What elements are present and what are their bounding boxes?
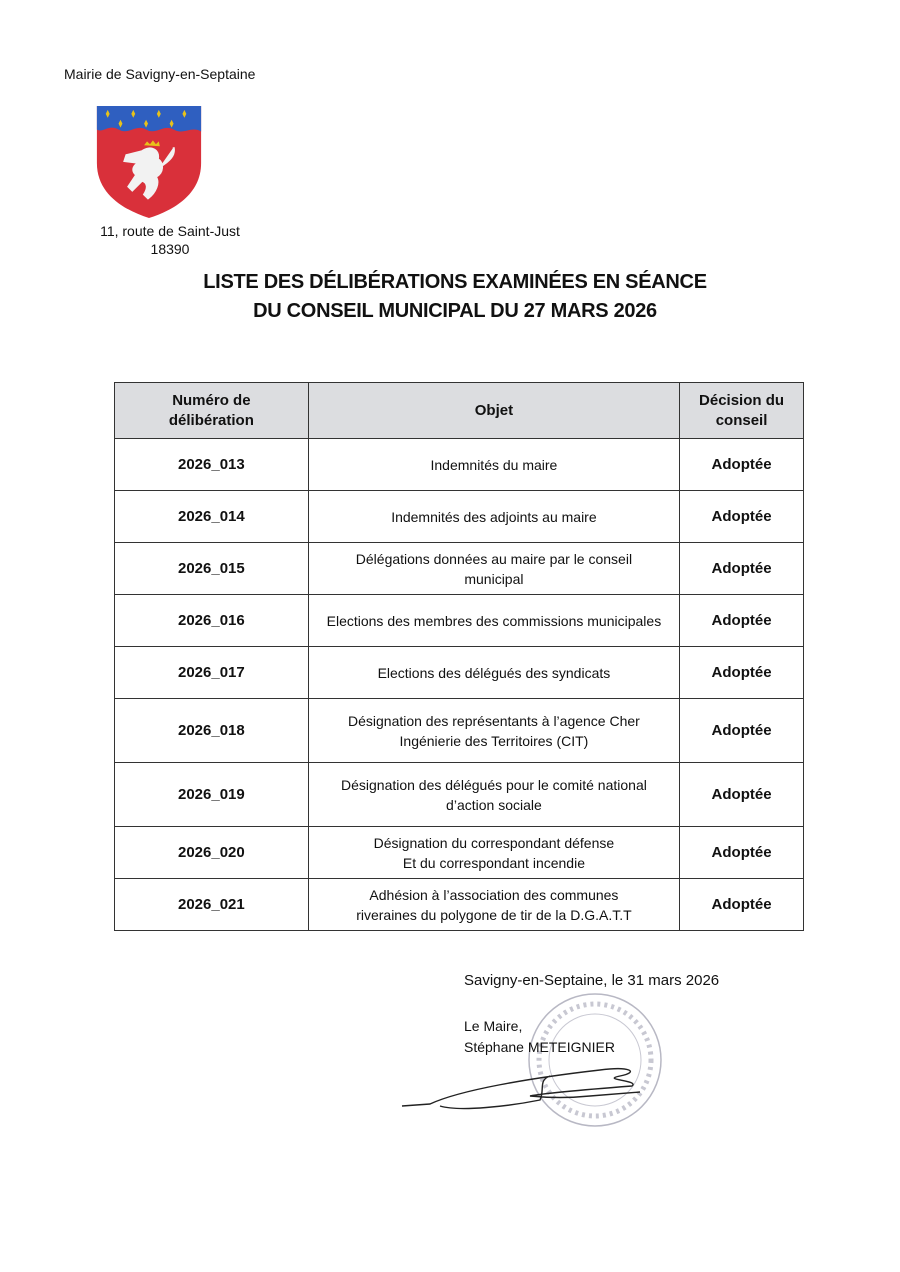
signatory-name: Stéphane METEIGNIER: [464, 1039, 615, 1055]
mairie-name: Mairie de Savigny-en-Septaine: [64, 66, 256, 82]
signatory: [464, 1016, 615, 1058]
council-decision: Adoptée: [680, 543, 804, 595]
deliberation-number: 2026_021: [115, 879, 309, 931]
address-postcode: 18390: [150, 241, 190, 257]
council-decision: Adoptée: [680, 491, 804, 543]
deliberation-object: Elections des membres des commissions municipales: [308, 595, 679, 647]
table-row: [115, 439, 804, 491]
mairie-address: [70, 222, 270, 258]
deliberation-object: Désignation des délégués pour le comité national d’action sociale: [308, 763, 679, 827]
deliberation-number: 2026_013: [115, 439, 309, 491]
document-title: [100, 268, 810, 326]
title-line-2: DU CONSEIL MUNICIPAL DU 27 MARS 2026: [253, 300, 657, 322]
header-objet: Objet: [308, 383, 679, 439]
signatory-role: Le Maire,: [464, 1018, 523, 1034]
deliberation-object: Indemnités des adjoints au maire: [308, 491, 679, 543]
deliberation-object: Délégations données au maire par le conseil municipal: [308, 543, 679, 595]
table-row: [115, 491, 804, 543]
deliberation-number: 2026_017: [115, 647, 309, 699]
title-line-1: LISTE DES DÉLIBÉRATIONS EXAMINÉES EN SÉANCE: [203, 271, 707, 293]
deliberation-object: Elections des délégués des syndicats: [308, 647, 679, 699]
deliberation-number: 2026_016: [115, 595, 309, 647]
deliberation-number: 2026_018: [115, 699, 309, 763]
council-decision: Adoptée: [680, 879, 804, 931]
council-decision: Adoptée: [680, 647, 804, 699]
deliberation-object: Désignation du correspondant défense Et du correspondant incendie: [308, 827, 679, 879]
council-decision: Adoptée: [680, 763, 804, 827]
table-row: [115, 647, 804, 699]
deliberation-number: 2026_019: [115, 763, 309, 827]
address-street: 11, route de Saint-Just: [100, 223, 240, 239]
deliberation-object: Désignation des représentants à l’agence Cher Ingénierie des Territoires (CIT): [308, 699, 679, 763]
table-header-row: [115, 383, 804, 439]
council-decision: Adoptée: [680, 439, 804, 491]
deliberation-number: 2026_020: [115, 827, 309, 879]
deliberations-table: [114, 382, 804, 931]
header-numero: Numéro de délibération: [115, 383, 309, 439]
table-row: [115, 595, 804, 647]
deliberation-number: 2026_015: [115, 543, 309, 595]
council-decision: Adoptée: [680, 699, 804, 763]
signature: [400, 1050, 660, 1120]
deliberation-object: Adhésion à l’association des communes riveraines du polygone de tir de la D.G.A.T.T: [308, 879, 679, 931]
place-date: Savigny-en-Septaine, le 31 mars 2026: [464, 972, 720, 989]
table-row: [115, 699, 804, 763]
header-decision: Décision du conseil: [680, 383, 804, 439]
deliberation-object: Indemnités du maire: [308, 439, 679, 491]
council-decision: Adoptée: [680, 595, 804, 647]
deliberation-number: 2026_014: [115, 491, 309, 543]
table-row: [115, 543, 804, 595]
council-decision: Adoptée: [680, 827, 804, 879]
coat-of-arms-logo: [94, 104, 204, 220]
table-row: [115, 827, 804, 879]
table-row: [115, 879, 804, 931]
table-row: [115, 763, 804, 827]
